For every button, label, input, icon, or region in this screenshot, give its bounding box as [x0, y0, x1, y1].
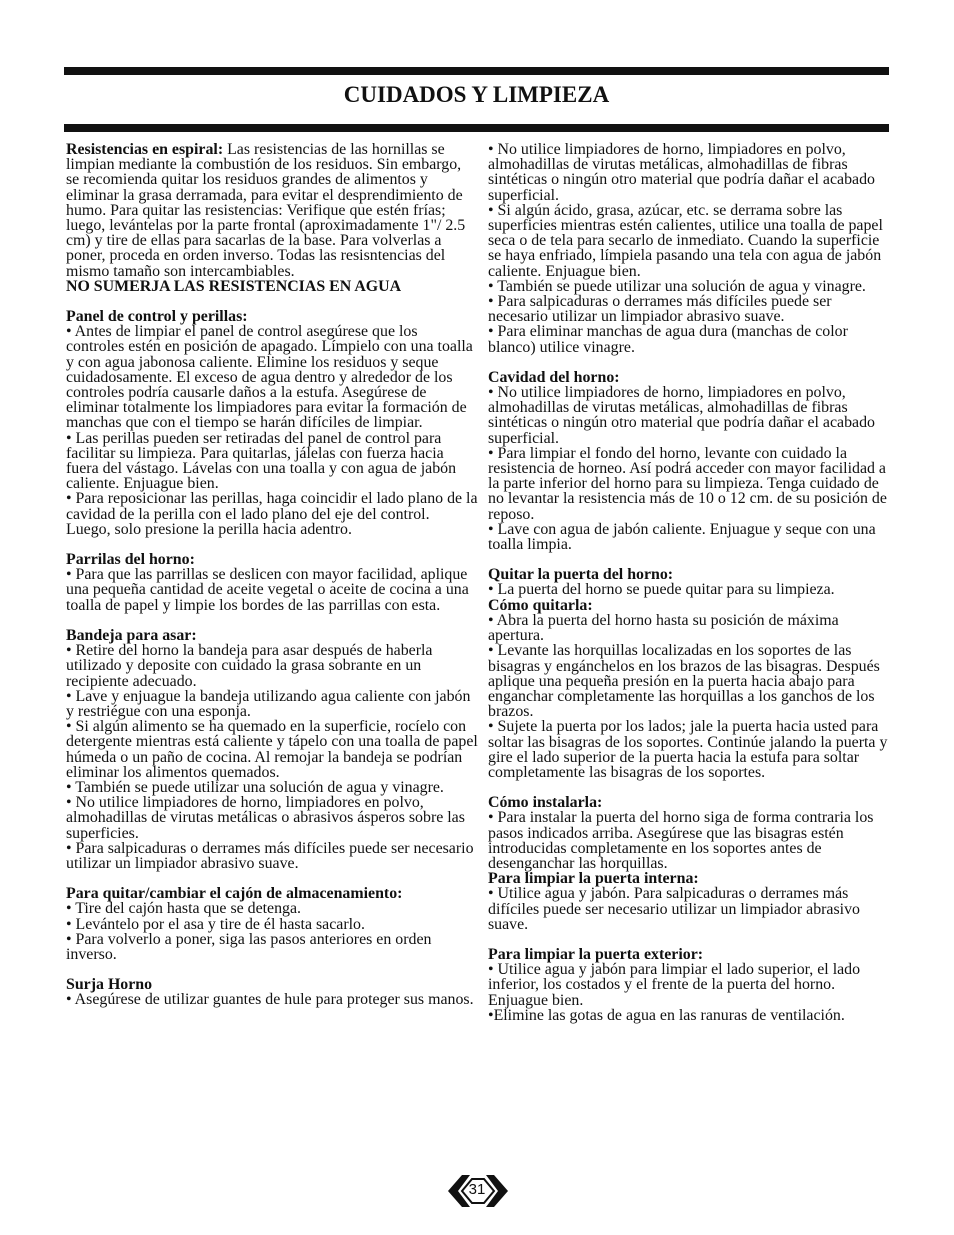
bandeja-line: • Si algún alimento se ha quemado en la superficie, rocíelo con detergente mientras está caliente y tápelo con una toalla de papel húmeda o un paño de cocina. Al remojar la bandeja se podrían eliminar los alimentos quemados.	[66, 718, 478, 781]
section-puerta-exterior	[488, 947, 888, 1023]
left-column	[66, 142, 478, 1023]
resistencias-warning: NO SUMERJA LAS RESISTENCIAS EN AGUA	[66, 277, 402, 295]
exterior-heading: Para limpiar la puerta exterior:	[488, 945, 704, 963]
surja-line: • Asegúrese de utilizar guantes de hule para proteger sus manos.	[66, 991, 474, 1009]
section-instalar	[488, 795, 888, 932]
quitar-puerta-step: • Abra la puerta del horno hasta su posición de máxima apertura.	[488, 611, 839, 645]
cavidad-heading: Cavidad del horno:	[488, 368, 620, 386]
section-panel-control	[66, 309, 478, 537]
panel-heading: Panel de control y perillas:	[66, 308, 248, 326]
parrillas-line: • Para que las parrillas se deslicen con mayor facilidad, aplique una pequeña cantidad de aceite vegetal o aceite de cocina a una toalla de papel y limpie los bordes de las parrillas con esta.	[66, 566, 469, 614]
section-cavidad	[488, 370, 888, 552]
puerta-interna-line: • Utilice agua y jabón. Para salpicaduras o derrames más difíciles puede ser necesario utilizar un limpiador abrasivo suave.	[488, 885, 860, 933]
intro-line: • También se puede utilizar una solución de agua y vinagre.	[488, 277, 866, 295]
puerta-interna-heading: Para limpiar la puerta interna:	[488, 870, 699, 888]
resistencias-text: Las resistencias de las hornillas se limpian mediante la combustión de los residuos. Sin embargo, se recomienda quitar los residuos grandes de alimentos y eliminar la grasa derramada, para evitar el desprendimiento de humo. Para quitar las resistencias: Verifique que estén frías; luego, levántelas por la parte frontal (aproximadamente 1"/ 2.5 cm) y tire de ellas para sacarlas de la base. Para volverlas a poner, proceda en orden inverso. Todas las resisntencias del mismo tamaño son intercambiables.	[66, 141, 466, 280]
instalar-heading: Cómo instalarla:	[488, 794, 603, 812]
exterior-line: •Elimine las gotas de agua en las ranuras de ventilación.	[488, 1006, 845, 1024]
bandeja-line: • También se puede utilizar una solución de agua y vinagre.	[66, 778, 444, 796]
cajon-line: • Tire del cajón hasta que se detenga.	[66, 900, 302, 918]
bandeja-line: • No utilice limpiadores de horno, limpiadores en polvo, almohadillas de virutas metálicas o abrasivos ásperos sobre las superficies.	[66, 794, 465, 842]
bandeja-heading: Bandeja para asar:	[66, 626, 197, 644]
section-parrillas	[66, 552, 478, 613]
panel-line: • Las perillas pueden ser retiradas del panel de control para facilitar su limpieza. Para quitarlas, jálelas con fuerza hacia fuera del vástago. Lávelas con una toalla y con agua de jabón caliente. Enjuague bien.	[66, 429, 457, 493]
page-title: CUIDADOS Y LIMPIEZA	[343, 82, 610, 107]
right-column	[488, 142, 888, 1038]
exterior-line: • Utilice agua y jabón para limpiar el lado superior, el lado inferior, los costados y el frente de la puerta del horno. Enjuague bien.	[488, 961, 861, 1009]
quitar-puerta-step: • Levante las horquillas localizadas en los soportes de las bisagras y engánchelos en los brazos de las bisagras. Después aplique una pequeña presión en la puerta hacia abajo para enganchar completamente las horquillas a los ganchos de los brazos.	[488, 642, 880, 721]
section-quitar-puerta	[488, 567, 888, 780]
cavidad-line: • No utilice limpiadores de horno, limpiadores en polvo, almohadillas de virutas metálicas, almohadillas de fibras sintéticas o ningún otro material que podría dañar el acabado superficial.	[488, 384, 875, 447]
como-quitarla-heading: Cómo quitarla:	[488, 596, 593, 614]
section-bandeja	[66, 628, 478, 871]
cavidad-line: • Para limpiar el fondo del horno, levante con cuidado la resistencia de horneo. Así podrá acceder con mayor facilidad a la parte inferior del horno para su limpieza. Tenga cuidado de no levantar la resistencia más de 10 o 12 cm. de su posición de reposo.	[488, 444, 887, 523]
page-number: 31	[468, 1181, 486, 1198]
intro-line: • Para eliminar manchas de agua dura (manchas de color blanco) utilice vinagre.	[488, 323, 848, 356]
resistencias-heading: Resistencias en espiral:	[66, 141, 224, 158]
surja-heading: Surja Horno	[66, 976, 153, 994]
section-resistencias	[66, 142, 478, 294]
intro-line: • Para salpicaduras o derrames más difíciles puede ser necesario utilizar un limpiador abrasivo suave.	[488, 293, 832, 326]
instalar-line: • Para instalar la puerta del horno siga de forma contraria los pasos indicados arriba. Asegúrese que las bisagras estén introducidas completamente en los soportes antes de desenganchar las horquillas.	[488, 809, 874, 872]
intro-line: • No utilice limpiadores de horno, limpiadores en polvo, almohadillas de virutas metálicas, almohadillas de fibras sintéticas o ningún otro material que podría dañar el acabado superficial.	[488, 141, 875, 204]
title-bottom-rule	[64, 124, 889, 132]
resistencias-paragraph	[66, 142, 478, 279]
top-rule	[64, 67, 889, 75]
cavidad-line: • Lave con agua de jabón caliente. Enjuague y seque con una toalla limpia.	[488, 520, 876, 554]
section-intro-cuidados	[488, 142, 888, 355]
bandeja-line: • Retire del horno la bandeja para asar después de haberla utilizado y deposite con cuidado la grasa sobrante en un recipiente adecuado.	[66, 642, 433, 690]
quitar-puerta-line: • La puerta del horno se puede quitar para su limpieza.	[488, 581, 835, 599]
bandeja-line: • Lave y enjuague la bandeja utilizando agua caliente con jabón y restriégue con una esponja.	[66, 687, 471, 720]
panel-line: • Antes de limpiar el panel de control asegúrese que los controles estén en posición de apagado. Límpielo con una toalla y con agua jabonosa caliente. Elimine los residuos y seque cuidadosamente. El exceso de agua dentro y alrededor de los controles podría causarle daños a la estufa. Asegúrese de eliminar totalmente los limpiadores para evitar la formación de manchas que con el tiempo se harán difíciles de limpiar.	[66, 323, 473, 432]
quitar-puerta-heading: Quitar la puerta del horno:	[488, 566, 674, 584]
section-surja	[66, 977, 478, 1007]
cajon-line: • Para volverlo a poner, siga las pasos anteriores en orden inverso.	[66, 930, 432, 963]
cajon-line: • Levántelo por el asa y tire de él hasta sacarlo.	[66, 915, 365, 933]
intro-line: • Si algún ácido, grasa, azúcar, etc. se derrama sobre las superficies mientras estén calientes, utilice una toalla de papel seca o de tela para secarlo de inmediato. Cuando la superficie se haya enfriado, límpiela pasando una tela con agua de jabón caliente. Enjuague bien.	[488, 201, 883, 280]
section-cajon	[66, 886, 478, 962]
bandeja-line: • Para salpicaduras o derrames más difíciles puede ser necesario utilizar un limpiador abrasivo suave.	[66, 839, 474, 872]
quitar-puerta-step: • Sujete la puerta por los lados; jale la puerta hacia usted para soltar las bisagras de los soportes. Continúe jalando la puerta y gire el lado superior de la puerta hacia la estufa para soltar completamente las bisagras de los soportes.	[488, 718, 888, 781]
panel-line: • Para reposicionar las perillas, haga coincidir el lado plano de la cavidad de la perilla con el lado plano del eje del control. Luego, solo presione la perilla hacia adentro.	[66, 490, 478, 538]
cajon-heading: Para quitar/cambiar el cajón de almacenamiento:	[66, 885, 403, 903]
parrillas-heading: Parrilas del horno:	[66, 551, 195, 569]
